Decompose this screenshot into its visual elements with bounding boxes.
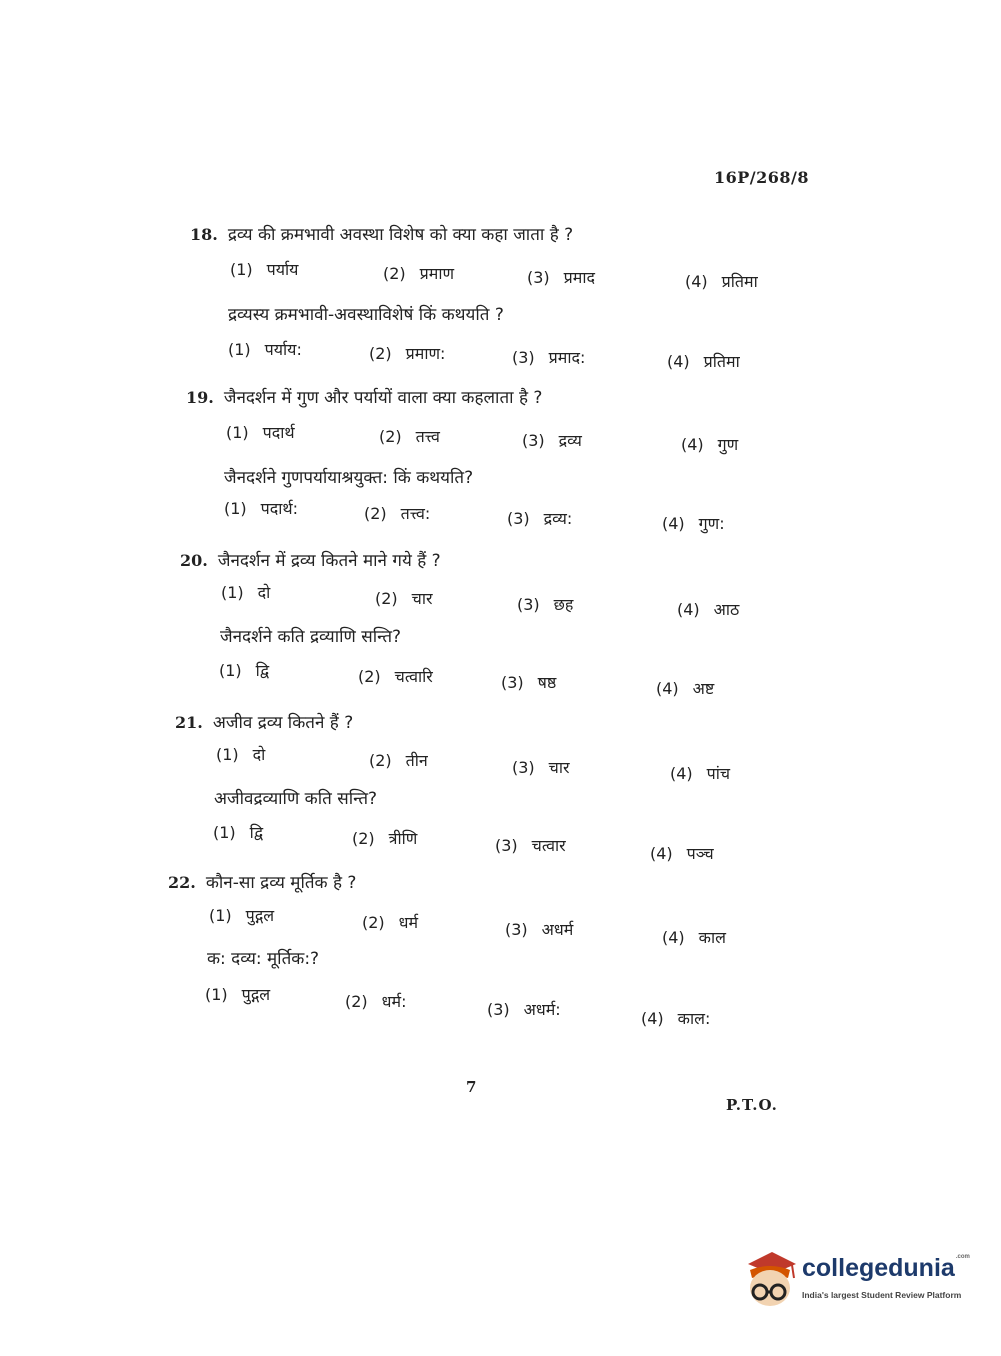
collegedunia-logo — [740, 1248, 970, 1310]
option-text: प्रमाण: — [405, 344, 446, 363]
option-number: (3) — [512, 758, 535, 777]
question-text: द्रव्य की क्रमभावी अवस्था विशेष को क्या कहा जाता है ? — [227, 225, 574, 245]
option-text: पञ्च — [686, 844, 714, 863]
option-text: आठ — [713, 600, 740, 619]
option-number: (2) — [379, 427, 402, 446]
option-number: (3) — [495, 836, 518, 855]
option-number: (2) — [364, 504, 387, 523]
option-text: पदार्थ: — [260, 499, 299, 518]
option-number: (4) — [662, 514, 685, 533]
option-number: (2) — [345, 992, 368, 1011]
question-number: 22. — [168, 873, 196, 892]
option[interactable] — [670, 762, 730, 784]
option[interactable] — [667, 350, 740, 372]
question-sanskrit: जैनदर्शने गुणपर्यायाश्रयुक्त: किं कथयति? — [224, 468, 474, 488]
question-hindi — [186, 385, 542, 408]
option-number: (1) — [221, 583, 244, 602]
option-text: द्वि — [249, 823, 264, 842]
option-number: (1) — [216, 745, 239, 764]
option-number: (3) — [487, 1000, 510, 1019]
option-number: (4) — [681, 435, 704, 454]
option-number: (1) — [224, 499, 247, 518]
option-number: (2) — [362, 913, 385, 932]
option-text: द्वि — [255, 661, 270, 680]
option[interactable] — [230, 258, 298, 280]
option-text: चार — [411, 589, 433, 608]
option[interactable] — [662, 512, 725, 534]
option[interactable] — [358, 665, 433, 687]
option-text: काल: — [677, 1009, 711, 1028]
option[interactable] — [379, 425, 440, 447]
option[interactable] — [662, 926, 726, 948]
question-text: जैनदर्शन में गुण और पर्यायों वाला क्या कहलाता है ? — [223, 388, 543, 408]
option-text: पुद्गल — [241, 985, 271, 1004]
option-text: धर्म — [398, 913, 419, 932]
question-number: 18. — [190, 225, 218, 244]
option-text: अष्ट — [692, 679, 715, 698]
option-text: दो — [252, 745, 266, 764]
option-text: चत्वारि — [394, 667, 433, 686]
option-text: तीन — [405, 751, 428, 770]
option-text: प्रतिमा — [721, 272, 758, 291]
option-number: (3) — [507, 509, 530, 528]
brand-suffix: .com — [955, 1254, 970, 1260]
option-text: चार — [548, 758, 570, 777]
option-number: (2) — [383, 264, 406, 283]
option-number: (2) — [358, 667, 381, 686]
option-number: (4) — [670, 764, 693, 783]
option-number: (2) — [369, 344, 392, 363]
option[interactable] — [362, 911, 418, 933]
option-number: (4) — [667, 352, 690, 371]
option[interactable] — [527, 266, 595, 288]
option-text: तत्त्व: — [400, 504, 431, 523]
option-text: प्रमाद — [563, 268, 595, 287]
brand-text: collegedunia — [802, 1254, 955, 1282]
option[interactable] — [369, 749, 428, 771]
option-text: छह — [553, 595, 574, 614]
option[interactable] — [505, 918, 573, 940]
question-sanskrit: द्रव्यस्य क्रमभावी-अवस्थाविशेषं किं कथयति ? — [228, 305, 504, 325]
option-text: त्रीणि — [388, 829, 418, 848]
option-text: अधर्म — [541, 920, 574, 939]
option-number: (4) — [656, 679, 679, 698]
page-number: 7 — [466, 1078, 477, 1096]
option-text: दो — [257, 583, 271, 602]
option[interactable] — [650, 842, 714, 864]
option-text: गुण: — [698, 514, 725, 533]
question-number: 19. — [186, 388, 214, 407]
option[interactable] — [501, 671, 556, 693]
brand-tagline: India's largest Student Review Platform — [802, 1290, 962, 1300]
option[interactable] — [219, 659, 269, 681]
paper-code: 16P/268/8 — [714, 168, 810, 187]
option[interactable] — [228, 338, 302, 360]
option[interactable] — [205, 983, 270, 1005]
option-number: (4) — [650, 844, 673, 863]
option-text: अधर्म: — [523, 1000, 561, 1019]
option-number: (4) — [662, 928, 685, 947]
option[interactable] — [369, 342, 445, 364]
option[interactable] — [352, 827, 417, 849]
option[interactable] — [517, 593, 573, 615]
option-text: प्रमाण — [419, 264, 455, 283]
question-text: कौन-सा द्रव्य मूर्तिक है ? — [205, 873, 357, 893]
question-number: 20. — [180, 551, 208, 570]
brand-name — [802, 1254, 970, 1283]
mascot-icon — [740, 1248, 800, 1310]
option-number: (1) — [228, 340, 251, 359]
option[interactable] — [522, 429, 582, 451]
option-number: (3) — [512, 348, 535, 367]
option-number: (3) — [505, 920, 528, 939]
question-sanskrit: अजीवद्रव्याणि कति सन्ति? — [214, 789, 378, 809]
option-text: पुद्गल — [245, 906, 275, 925]
option-number: (1) — [226, 423, 249, 442]
option-text: द्रव्य — [558, 431, 582, 450]
option[interactable] — [213, 821, 263, 843]
option-number: (4) — [641, 1009, 664, 1028]
question-text: अजीव द्रव्य कितने हैं ? — [212, 713, 354, 733]
option[interactable] — [681, 433, 738, 455]
option-number: (1) — [213, 823, 236, 842]
option-text: प्रतिमा — [703, 352, 740, 371]
question-text: जैनदर्शन में द्रव्य कितने माने गये हैं ? — [217, 551, 441, 571]
option[interactable] — [487, 998, 561, 1020]
option-number: (2) — [352, 829, 375, 848]
option-number: (4) — [677, 600, 700, 619]
option-number: (3) — [527, 268, 550, 287]
option[interactable] — [209, 904, 274, 926]
option-number: (3) — [501, 673, 524, 692]
question-hindi — [180, 548, 441, 571]
pto-label: P.T.O. — [726, 1096, 778, 1114]
option[interactable] — [685, 270, 758, 292]
option-text: पदार्थ — [262, 423, 295, 442]
option-number: (1) — [205, 985, 228, 1004]
option[interactable] — [226, 421, 295, 443]
option[interactable] — [375, 587, 433, 609]
option-text: धर्म: — [381, 992, 407, 1011]
question-sanskrit: जैनदर्शने कति द्रव्याणि सन्ति? — [220, 627, 402, 647]
option-number: (3) — [522, 431, 545, 450]
option-number: (2) — [369, 751, 392, 770]
option[interactable] — [677, 598, 739, 620]
option-number: (3) — [517, 595, 540, 614]
option-text: काल — [698, 928, 726, 947]
option-text: चत्वार — [531, 836, 566, 855]
option-number: (1) — [219, 661, 242, 680]
option-text: पांच — [706, 764, 731, 783]
option-number: (2) — [375, 589, 398, 608]
option[interactable] — [656, 677, 714, 699]
option[interactable] — [512, 346, 585, 368]
question-number: 21. — [175, 713, 203, 732]
option[interactable] — [364, 502, 430, 524]
question-hindi — [168, 870, 356, 893]
option[interactable] — [495, 834, 566, 856]
question-hindi — [175, 710, 353, 733]
option-text: पर्याय: — [264, 340, 302, 359]
option[interactable] — [641, 1007, 710, 1029]
option[interactable] — [224, 497, 298, 519]
option-text: पर्याय — [266, 260, 299, 279]
option[interactable] — [507, 507, 572, 529]
option[interactable] — [383, 262, 454, 284]
option-text: षष्ठ — [537, 673, 557, 692]
option-text: द्रव्य: — [543, 509, 573, 528]
question-hindi — [190, 222, 573, 245]
question-sanskrit: क: दव्य: मूर्तिक:? — [207, 949, 320, 969]
option-text: गुण — [717, 435, 739, 454]
option-number: (1) — [209, 906, 232, 925]
option[interactable] — [216, 743, 265, 765]
option-text: तत्त्व — [415, 427, 440, 446]
option-text: प्रमाद: — [548, 348, 586, 367]
option-number: (1) — [230, 260, 253, 279]
option-number: (4) — [685, 272, 708, 291]
option[interactable] — [512, 756, 570, 778]
option[interactable] — [345, 990, 406, 1012]
option[interactable] — [221, 581, 270, 603]
